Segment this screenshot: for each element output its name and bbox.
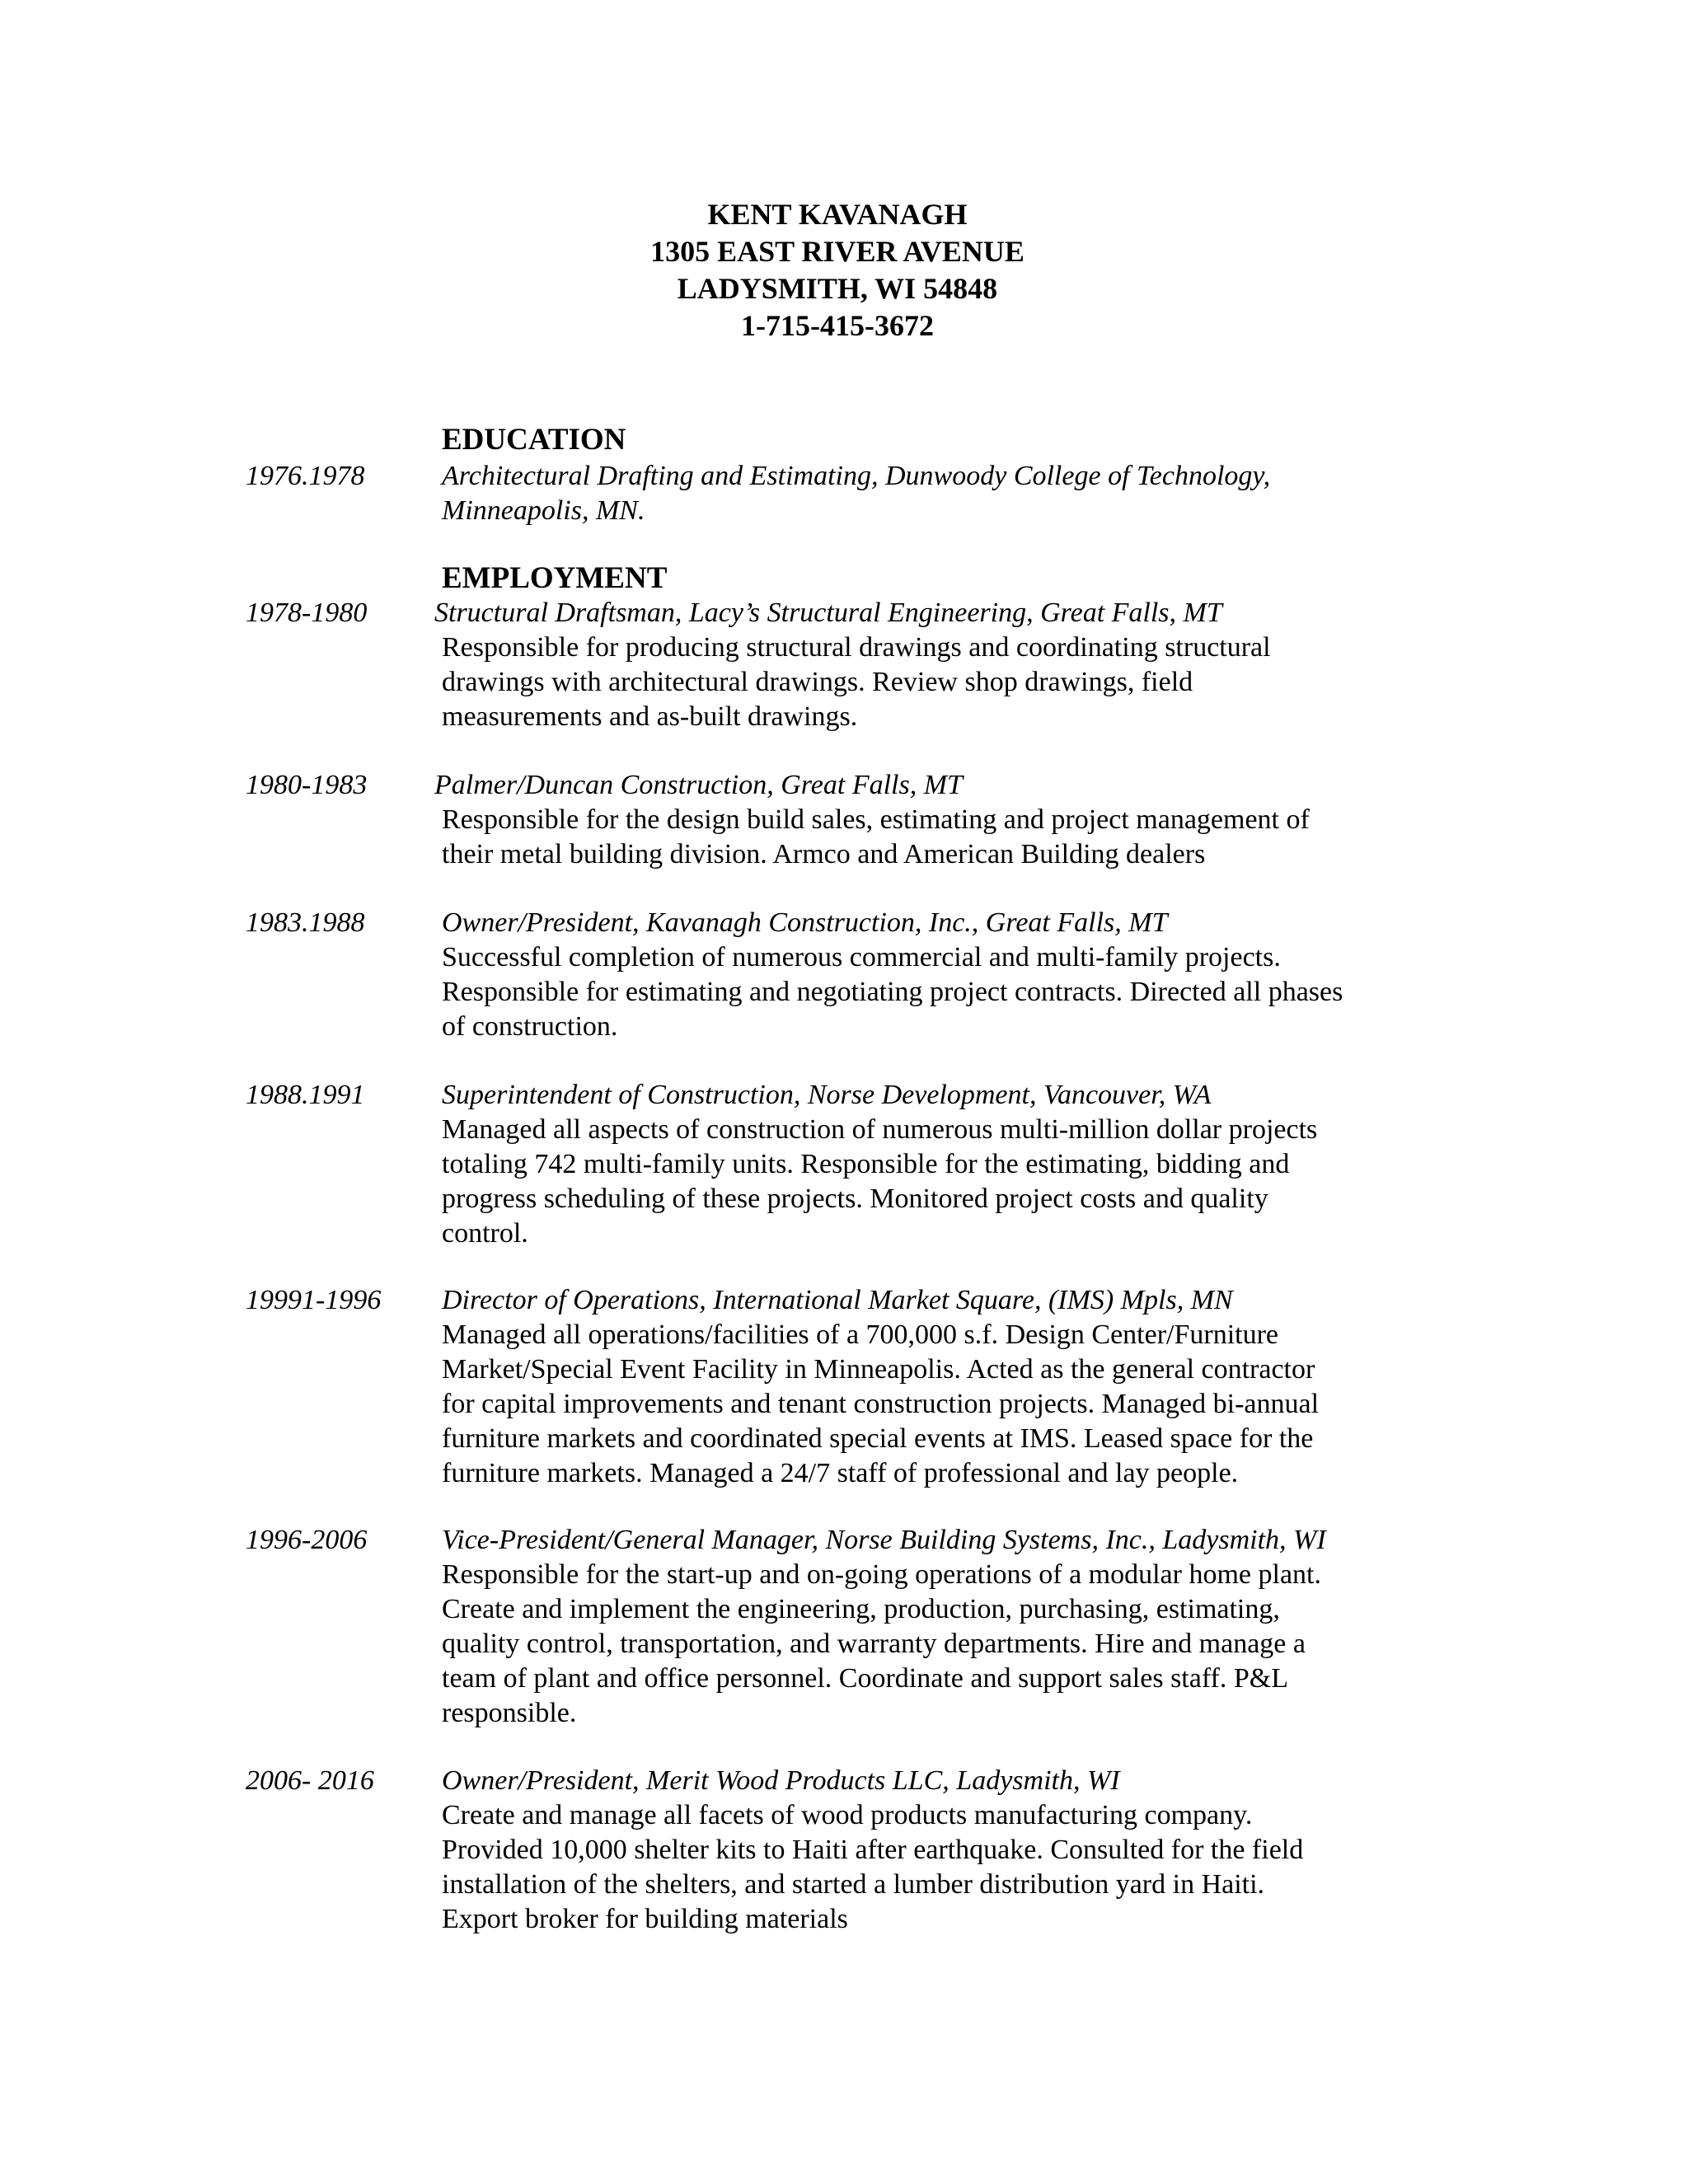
description-line: Successful completion of numerous commercial and multi-family projects. <box>442 942 1281 972</box>
description-line: Responsible for producing structural drawings and coordinating structural <box>442 632 1271 663</box>
entry-description <box>442 1318 1319 1491</box>
entry-date: 1996-2006 <box>246 1525 368 1555</box>
entry-date: 1978-1980 <box>246 598 368 628</box>
description-line: Responsible for the design build sales, estimating and project management of <box>442 804 1310 835</box>
description-line: Responsible for estimating and negotiating project contracts. Directed all phases <box>442 977 1343 1007</box>
description-line: measurements and as-built drawings. <box>442 701 858 732</box>
entry-title: Owner/President, Merit Wood Products LLC, Ladysmith, WI <box>442 1765 1120 1796</box>
entry-description <box>442 803 1310 872</box>
entry-title: Vice-President/General Manager, Norse Building Systems, Inc., Ladysmith, WI <box>442 1525 1326 1555</box>
description-line: Create and manage all facets of wood products manufacturing company. <box>442 1800 1253 1830</box>
description-line: Responsible for the start-up and on-going operations of a modular home plant. <box>442 1559 1321 1590</box>
entry-description <box>442 1558 1321 1731</box>
entry-date: 1988.1991 <box>246 1080 365 1110</box>
description-line: Managed all aspects of construction of numerous multi-million dollar projects <box>442 1114 1318 1145</box>
description-line: totaling 742 multi-family units. Responsible for the estimating, bidding and <box>442 1149 1290 1179</box>
entry-title <box>442 459 1270 528</box>
entry-title-line: Minneapolis, MN. <box>442 495 645 526</box>
description-line: drawings with architectural drawings. Review shop drawings, field <box>442 667 1193 697</box>
entry-title: Structural Draftsman, Lacy’s Structural Engineering, Great Falls, MT <box>434 598 1222 628</box>
description-line: furniture markets. Managed a 24/7 staff of professional and lay people. <box>442 1458 1239 1488</box>
entry-description <box>442 1798 1303 1937</box>
entry-date: 1976.1978 <box>246 461 365 491</box>
description-line: Provided 10,000 shelter kits to Haiti after earthquake. Consulted for the field <box>442 1835 1304 1865</box>
entry-description <box>442 1113 1317 1251</box>
entry-date: 2006- 2016 <box>246 1765 374 1796</box>
entry-title-line: Architectural Drafting and Estimating, Dunwoody College of Technology, <box>442 461 1271 491</box>
entry-description <box>442 630 1271 734</box>
description-line: Managed all operations/facilities of a 700,000 s.f. Design Center/Furniture <box>442 1319 1279 1350</box>
city-state-zip: LADYSMITH, WI 54848 <box>677 272 998 305</box>
description-line: Create and implement the engineering, production, purchasing, estimating, <box>442 1594 1280 1624</box>
resume-header <box>0 196 1688 344</box>
entry-title: Superintendent of Construction, Norse Development, Vancouver, WA <box>442 1080 1212 1110</box>
entry-title: Owner/President, Kavanagh Construction, Inc., Great Falls, MT <box>442 907 1168 938</box>
entry-date: 1983.1988 <box>246 907 365 938</box>
description-line: furniture markets and coordinated special events at IMS. Leased space for the <box>442 1423 1314 1454</box>
description-line: Market/Special Event Facility in Minneapolis. Acted as the general contractor <box>442 1354 1315 1385</box>
description-line: for capital improvements and tenant construction projects. Managed bi-annual <box>442 1389 1320 1419</box>
employment-heading: EMPLOYMENT <box>442 561 668 595</box>
entry-date: 1980-1983 <box>246 770 368 800</box>
education-heading: EDUCATION <box>442 423 626 457</box>
description-line: of construction. <box>442 1011 618 1042</box>
description-line: their metal building division. Armco and American Building dealers <box>442 839 1206 869</box>
phone-number: 1-715-415-3672 <box>741 309 934 342</box>
entry-date: 19991-1996 <box>246 1285 382 1315</box>
description-line: progress scheduling of these projects. Monitored project costs and quality <box>442 1183 1268 1214</box>
description-line: Export broker for building materials <box>442 1904 848 1934</box>
entry-description <box>442 940 1343 1044</box>
applicant-name: KENT KAVANAGH <box>707 198 968 231</box>
entry-title: Director of Operations, International Market Square, (IMS) Mpls, MN <box>442 1285 1233 1315</box>
entry-title: Palmer/Duncan Construction, Great Falls, MT <box>434 770 963 800</box>
description-line: quality control, transportation, and warranty departments. Hire and manage a <box>442 1629 1306 1659</box>
description-line: control. <box>442 1218 528 1249</box>
description-line: team of plant and office personnel. Coordinate and support sales staff. P&L <box>442 1663 1288 1694</box>
description-line: installation of the shelters, and started a lumber distribution yard in Haiti. <box>442 1869 1265 1900</box>
description-line: responsible. <box>442 1698 577 1728</box>
street-address: 1305 EAST RIVER AVENUE <box>650 235 1025 268</box>
